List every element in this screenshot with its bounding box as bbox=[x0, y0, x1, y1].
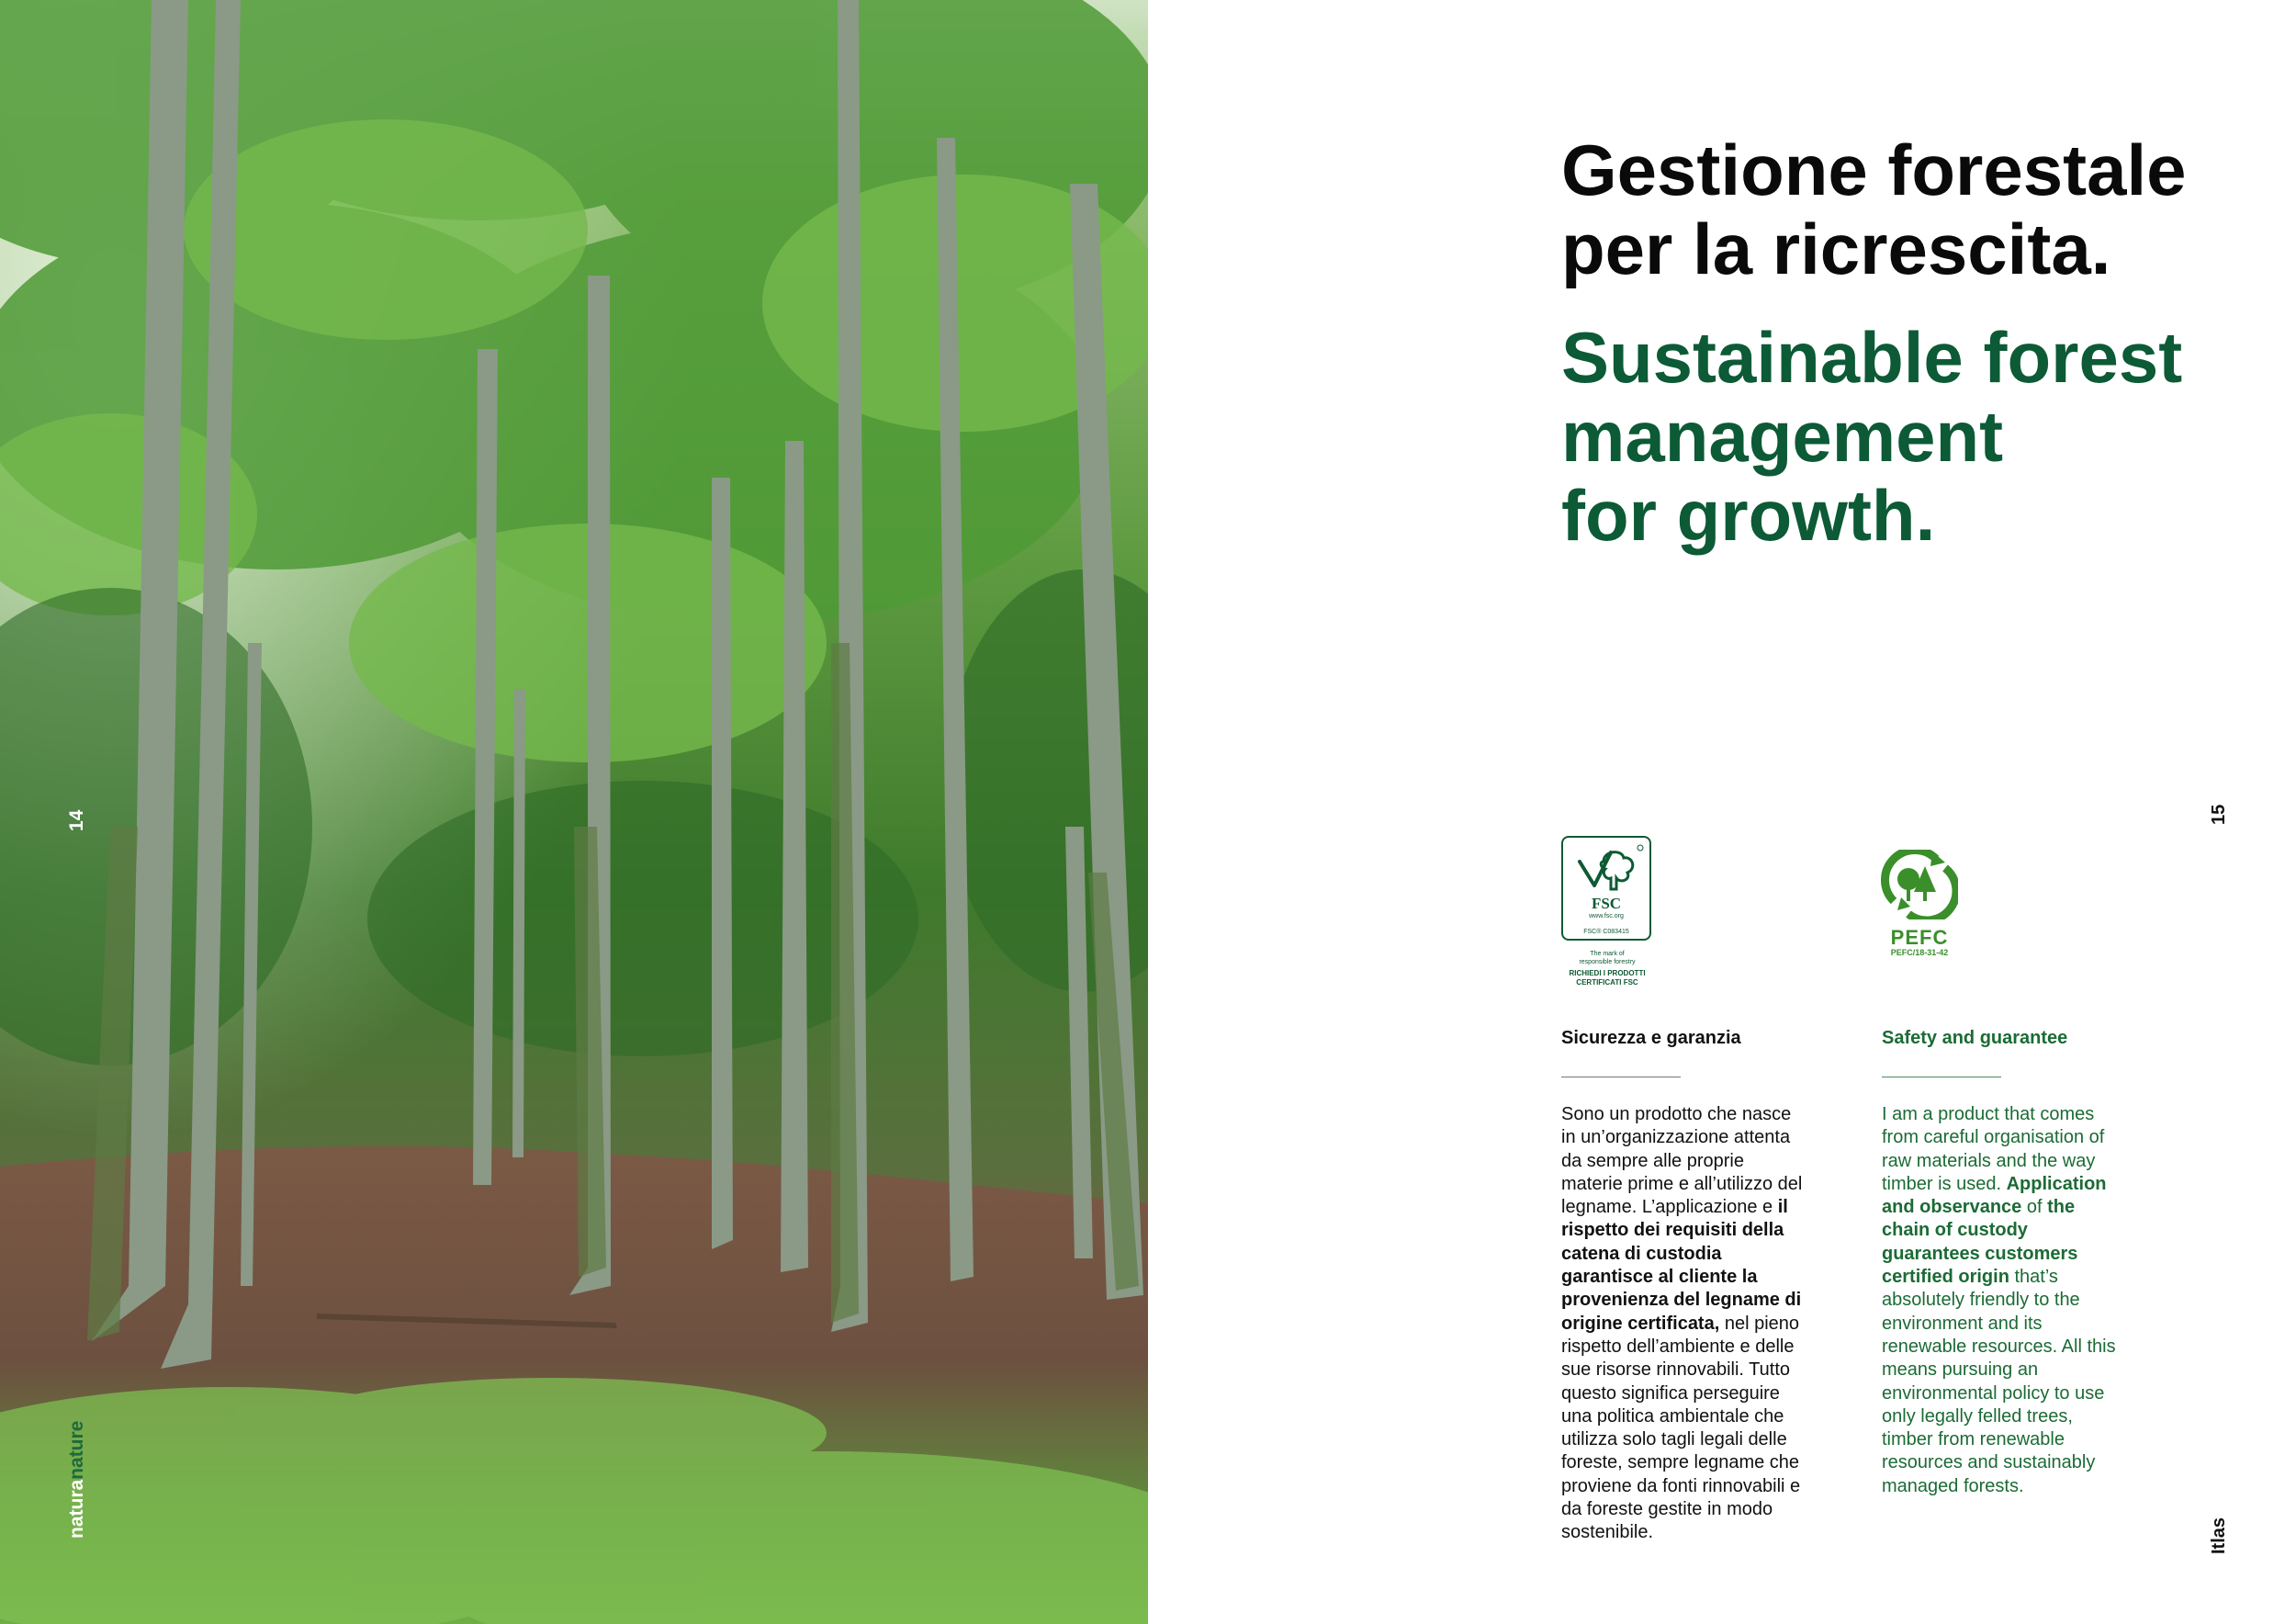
left-page-number: 14 bbox=[66, 809, 87, 831]
side-label-natura: natura bbox=[66, 1479, 87, 1539]
title-english-line-2: management bbox=[1561, 396, 2004, 477]
fsc-logo bbox=[1561, 836, 1653, 987]
italian-column bbox=[1561, 1027, 1805, 1545]
fsc-ask-line-2: CERTIFICATI FSC bbox=[1576, 978, 1638, 987]
pefc-logo bbox=[1878, 850, 1961, 957]
fsc-url: www.fsc.org bbox=[1589, 913, 1624, 919]
english-column-body bbox=[1882, 1103, 2125, 1498]
pefc-trees-arrows-icon bbox=[1881, 850, 1958, 919]
title-italian-line-2: per la ricrescita. bbox=[1561, 209, 2111, 289]
right-page-number: 15 bbox=[2209, 804, 2229, 825]
english-column-heading: Safety and guarantee bbox=[1882, 1028, 2068, 1048]
english-column bbox=[1882, 1027, 2125, 1498]
italian-column-body bbox=[1561, 1103, 1805, 1545]
fsc-mark-line-2: responsible forestry bbox=[1579, 959, 1636, 965]
pefc-code: PEFC/18-31-42 bbox=[1890, 948, 1949, 957]
title-english-line-1: Sustainable forest bbox=[1561, 317, 2183, 398]
english-body-part-3: that’s absolutely friendly to the environment and its renewable resources. All this means pursuing an environmental policy to use only legally felled trees, timber from renewable resources and sustainably managed forests. bbox=[1882, 1267, 2116, 1496]
italian-body-bold: il rispetto dei requisiti della catena di custodia garantisce al cliente la provenienza del legname di origine certificata, bbox=[1561, 1197, 1802, 1334]
title-italian bbox=[1561, 130, 2259, 288]
fsc-ask-line-1: RICHIEDI I PRODOTTI bbox=[1569, 969, 1646, 977]
italian-body-part-2: nel pieno rispetto dell’ambiente e delle sue risorse rinnovabili. Tutto questo significa perseguire una politica ambientale che utilizza solo tagli legali delle foreste, sempre legname che proviene da fonti rinnovabili e da foreste gestite in modo sostenibile. bbox=[1561, 1313, 1801, 1543]
english-body-part-2: of bbox=[2021, 1197, 2048, 1218]
fsc-mark-text bbox=[1561, 950, 1653, 966]
side-label-nature: nature bbox=[66, 1420, 87, 1480]
brand-name: Itlas bbox=[2209, 1517, 2229, 1554]
english-body-part-1: I am a product that comes from careful organisation of raw materials and the way timber is used. bbox=[1882, 1104, 2105, 1194]
title-english bbox=[1561, 318, 2259, 555]
english-body-bold-2: the chain of custody guarantees customers certified origin bbox=[1882, 1197, 2078, 1288]
fsc-mark-line-1: The mark of bbox=[1590, 951, 1625, 957]
pefc-word: PEFC bbox=[1890, 926, 1949, 949]
fsc-code: FSC® C083415 bbox=[1583, 929, 1629, 935]
fsc-word: FSC bbox=[1591, 895, 1622, 912]
title-italian-line-1: Gestione forestale bbox=[1561, 130, 2187, 210]
title-english-line-3: for growth. bbox=[1561, 475, 1936, 556]
fsc-ask-text bbox=[1561, 969, 1653, 987]
italian-body-part-1: Sono un prodotto che nasce in un’organizzazione attenta da sempre alle proprie materie prime e all’utilizzo del legname. L’applicazione e bbox=[1561, 1104, 1803, 1218]
english-body-bold-1: Application and observance bbox=[1882, 1173, 2107, 1218]
fsc-tree-check-icon bbox=[1563, 841, 1649, 898]
side-label bbox=[66, 1421, 88, 1539]
italian-column-heading: Sicurezza e garanzia bbox=[1561, 1028, 1741, 1048]
fsc-logo-box bbox=[1561, 836, 1651, 941]
